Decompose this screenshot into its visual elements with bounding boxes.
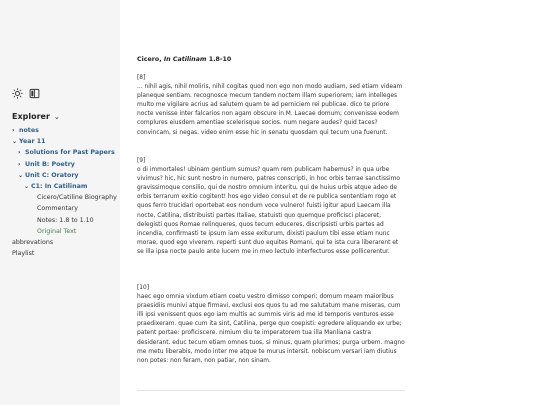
tree-item-label: Cicero/Catiline Biography bbox=[37, 194, 117, 202]
section-text: o di immortales! ubinam gentium sumus? quam rem publicam habemus? in qua urbe vivimus? hic, hic sunt nostro in numero, patres conscripti, in hoc orbis terrae sanctissimo gravissimoque consilio, qui de nostro omnium interitu, qui de huius urbis atque adeo de orbis terrarum exitio cogitent! hos ego video consul et de re publica sententiam rogo et quos ferro trucidari oportebat eos nondum voce vulnero! fuisti igitur apud Laecam illa nocte, Catilina, distribuisti partes Italiae, statuisti quo quemque proficisci placeret, delegisti quos Romae relinqueres, quos tecum educeres, discripsisti urbis partes ad incendia, confirmasti te ipsum iam esse exiturum, dixisti paulum tibi esse etiam nunc morae, quod ego viverem. reperti sunt duo equites Romani, qui te ista cura liberarent et se illa ipsa nocte paulo ante lucem me in meo lectulo interfecturos esse pollicerentur. bbox=[137, 167, 400, 255]
chevron-down-icon: ⌄ bbox=[24, 182, 30, 190]
chevron-right-icon: › bbox=[18, 160, 21, 168]
main-content bbox=[137, 0, 407, 405]
tree-folder[interactable] bbox=[12, 136, 118, 147]
section-number: [9] bbox=[137, 158, 146, 164]
section-number: [10] bbox=[137, 285, 150, 291]
tree-item-label: Unit B: Poetry bbox=[25, 160, 75, 168]
tree-file[interactable] bbox=[12, 237, 118, 248]
sidebar-toolbar bbox=[12, 88, 40, 99]
title-author: Cicero, bbox=[137, 56, 162, 63]
chevron-down-icon: ⌄ bbox=[12, 138, 18, 146]
tree-item-label: Solutions for Past Papers bbox=[25, 149, 115, 157]
sun-icon[interactable] bbox=[12, 88, 23, 99]
book-icon[interactable] bbox=[29, 88, 40, 99]
explorer-header[interactable] bbox=[12, 112, 60, 121]
section-number: [8] bbox=[137, 75, 146, 81]
tree-item-label: abbrevations bbox=[12, 238, 54, 246]
tree-folder[interactable] bbox=[12, 181, 118, 192]
title-ref: 1.8-10 bbox=[208, 56, 232, 63]
text-section bbox=[137, 284, 405, 366]
tree-file[interactable] bbox=[12, 203, 118, 214]
tree-folder[interactable] bbox=[12, 147, 118, 158]
explorer-label: Explorer bbox=[12, 112, 50, 121]
chevron-right-icon: › bbox=[12, 127, 15, 134]
tree-folder[interactable] bbox=[12, 170, 118, 181]
tree-item-label: C1: In Catilinam bbox=[31, 182, 88, 190]
section-text: ... nihil agis, nihil moliris, nihil cogitas quod non ego non modo audiam, sed etiam videam planeque sentiam. recognosce mecum tandem noctem illam superiorem; iam intelleges multo me vigilare acrius ad salutem quam te ad perniciem rei publicae. dico te priore nocte venisse inter falcarios non agam obscure in M. Laecae domum; convenisse eodem complures eiusdem amentiae scelerisque socios. num negare audes? quid taces? convincam, si negas. video enim esse hic in senatu quosdam qui tecum una fuerunt. bbox=[137, 84, 403, 136]
tree-item-label: notes bbox=[19, 127, 39, 134]
page-title bbox=[137, 56, 231, 63]
chevron-right-icon: › bbox=[18, 149, 21, 157]
tree-item-label: Unit C: Oratory bbox=[25, 171, 79, 179]
text-section bbox=[137, 157, 405, 257]
text-section bbox=[137, 74, 405, 138]
tree-item-label: Year 11 bbox=[19, 138, 46, 146]
tree-file[interactable] bbox=[12, 248, 118, 259]
chevron-down-icon: ⌄ bbox=[18, 171, 24, 179]
divider bbox=[137, 390, 405, 391]
tree-file[interactable] bbox=[12, 192, 118, 203]
tree-folder[interactable] bbox=[12, 125, 118, 136]
tree-file[interactable] bbox=[12, 215, 118, 226]
title-work: In Catilinam bbox=[163, 56, 207, 63]
tree-item-label: Commentary bbox=[37, 205, 79, 213]
file-tree bbox=[12, 125, 118, 259]
tree-file[interactable] bbox=[12, 226, 118, 237]
tree-item-label: Playlist bbox=[12, 250, 35, 258]
tree-item-label: Original Text bbox=[37, 227, 77, 235]
section-text: haec ego omnia vixdum etiam coetu vestro dimisso comperi; domum meam maioribus praesidiis munivi atque firmavi, exclusi eos quos tu ad me salutatum mane miseras, cum illi ipsi venissent quos ego iam multis ac summis viris ad me id temporis venturos esse praedixeram. quae cum ita sint, Catilina, perge quo coepisti: egredere aliquando ex urbe; patent portae: proficiscere. nimium diu te imperatorem tua illa Manliana castra desiderant. educ tecum etiam omnes tuos, si minus, quam plurimos; purga urbem. magno me metu liberabis, modo inter me atque te murus intersit. nobiscum versari iam diutius non potes: non feram, non patiar, non sinam. bbox=[137, 294, 405, 364]
tree-folder[interactable] bbox=[12, 159, 118, 170]
tree-item-label: Notes: 1.8 to 1.10 bbox=[37, 216, 94, 224]
chevron-down-icon: ⌄ bbox=[53, 112, 60, 121]
sidebar bbox=[0, 0, 120, 405]
